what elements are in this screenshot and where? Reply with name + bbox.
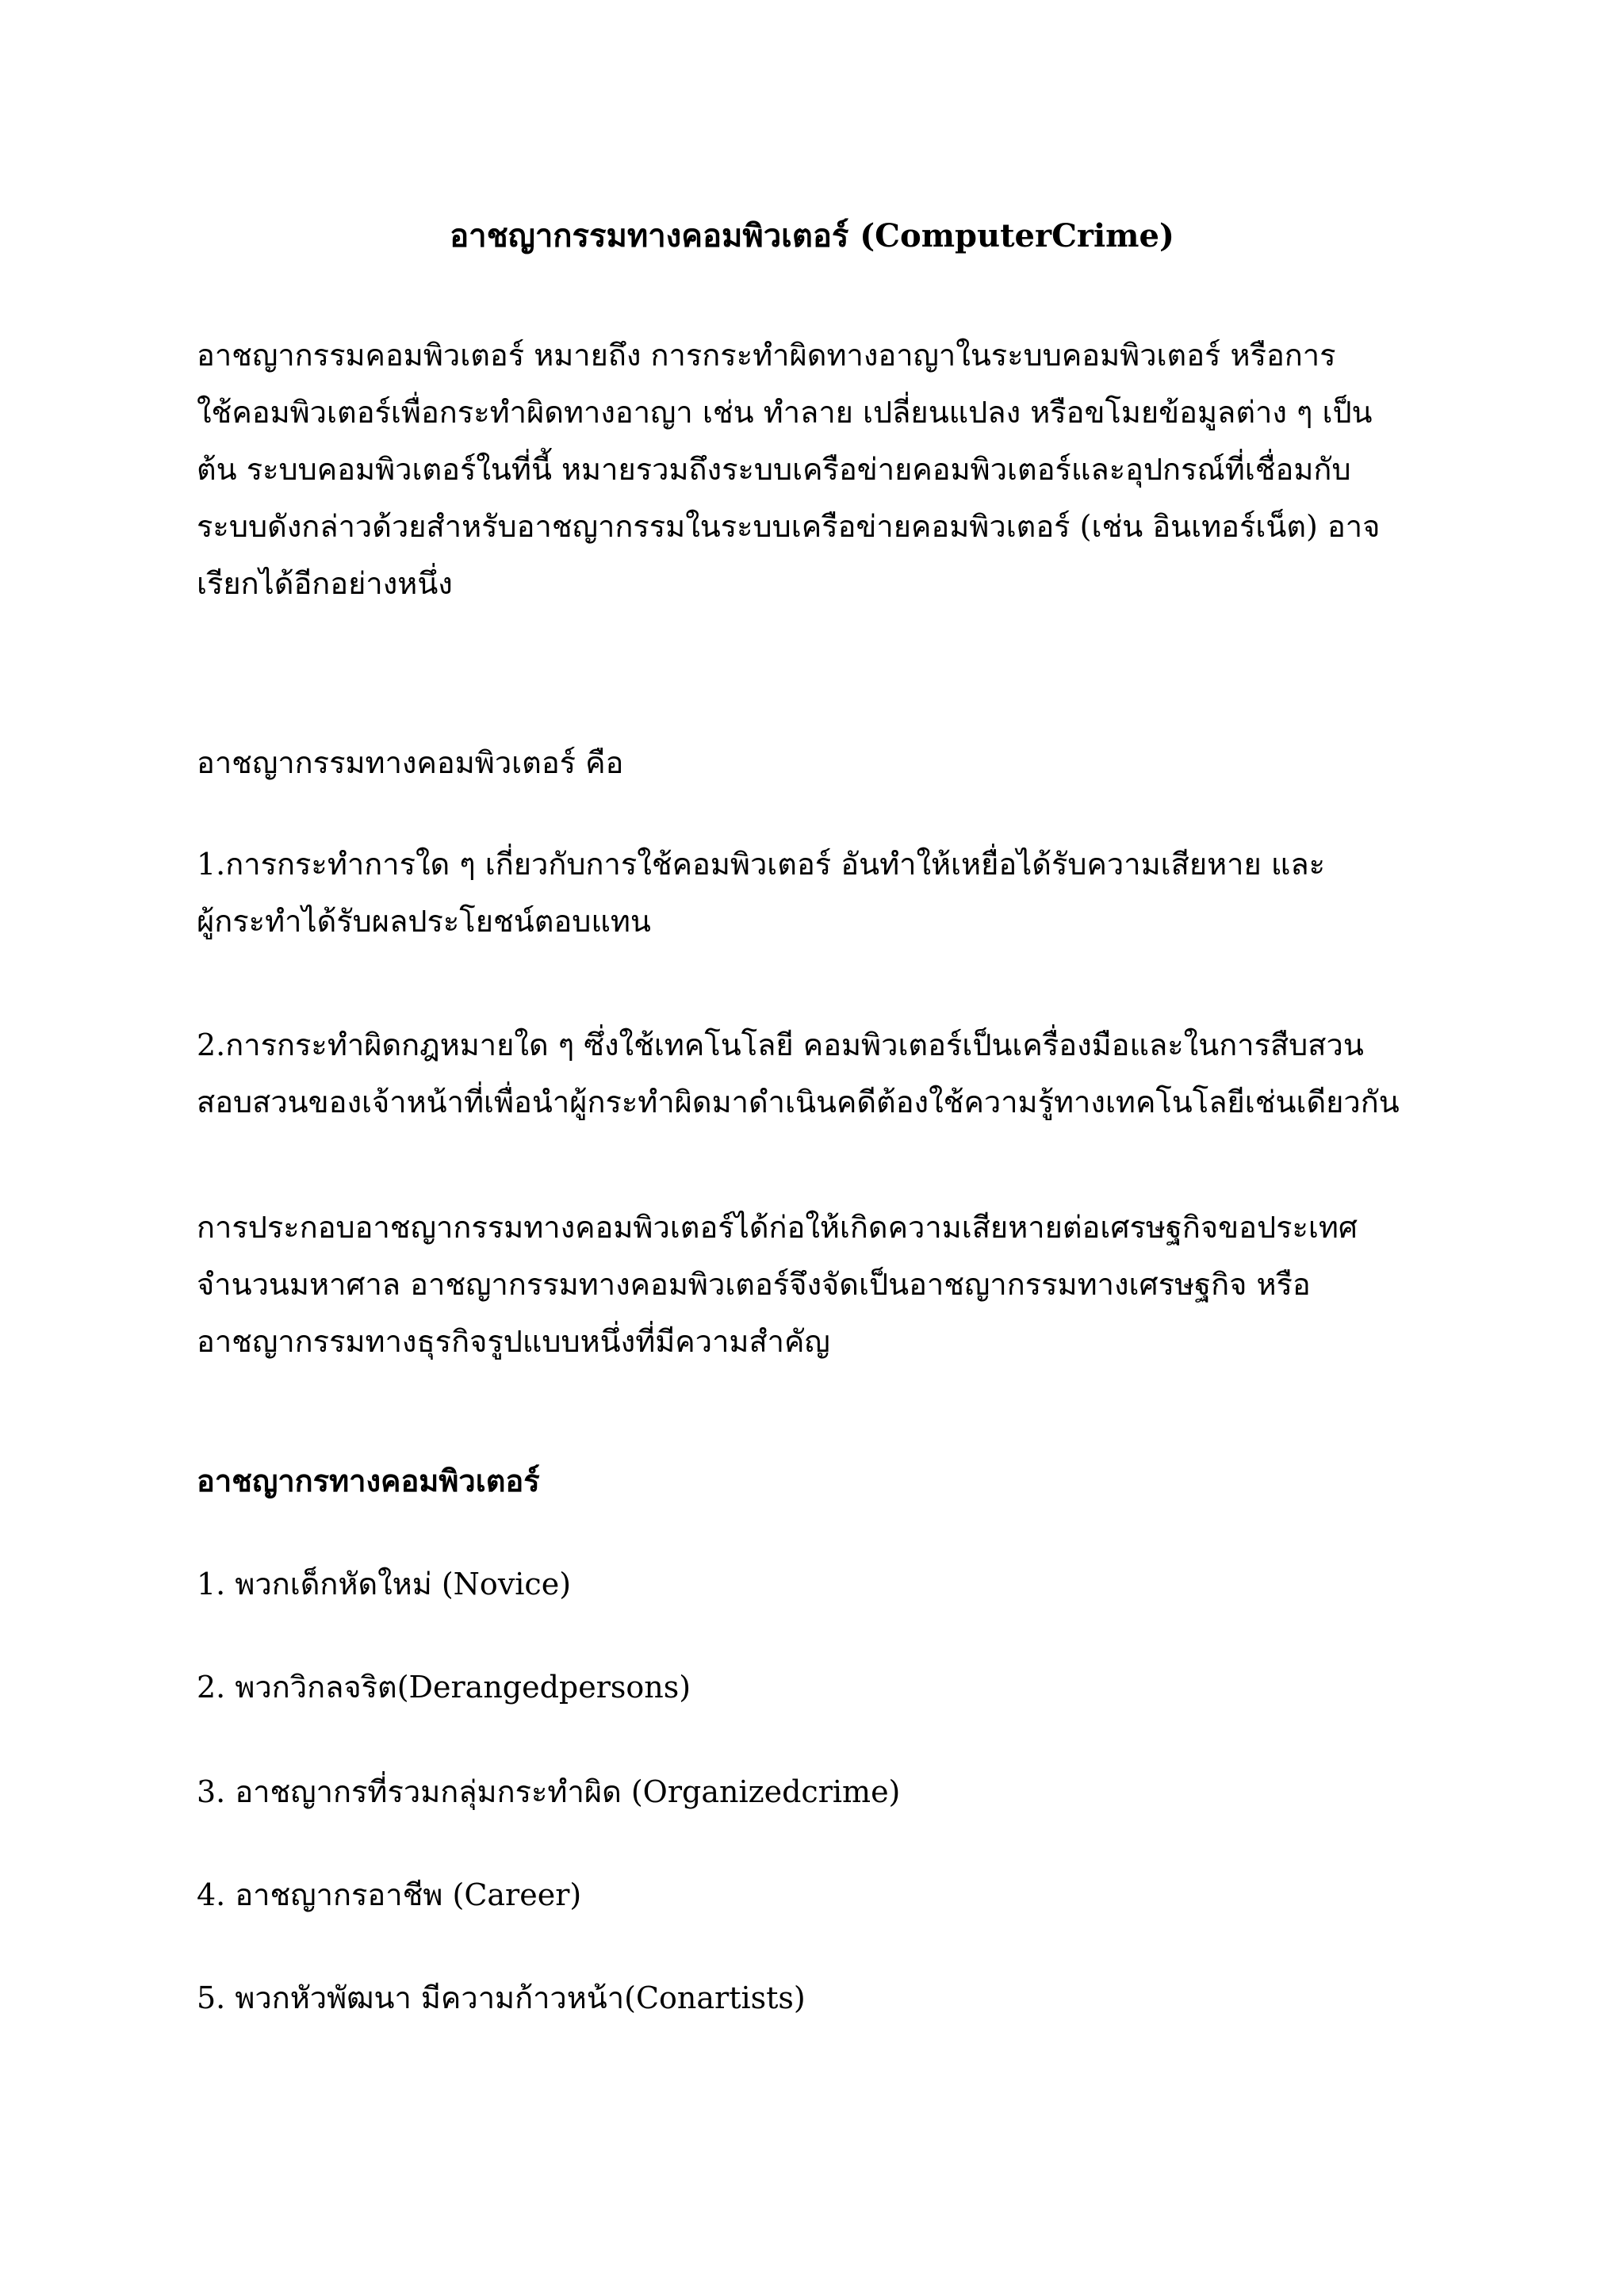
definition-item-1 bbox=[197, 836, 1434, 950]
paragraph-line: จำนวนมหาศาล อาชญากรรมทางคอมพิวเตอร์จึงจัดเป็นอาชญากรรมทางเศรษฐกิจ หรือ bbox=[197, 1267, 1311, 1302]
criminal-type-1: 1. พวกเด็กหัดใหม่ (Novice) bbox=[197, 1567, 572, 1601]
paragraph-line: อาชญากรรมทางธุรกิจรูปแบบหนึ่งที่มีความสำคัญ bbox=[197, 1324, 830, 1359]
paragraph-line: ผู้กระทำได้รับผลประโยชน์ตอบแทน bbox=[197, 904, 651, 939]
criminal-type-2: 2. พวกวิกลจริต(Derangedpersons) bbox=[197, 1670, 691, 1705]
definition-heading: อาชญากรรมทางคอมพิวเตอร์ คือ bbox=[197, 745, 624, 780]
paragraph-line: 1.การกระทำการใด ๆ เกี่ยวกับการใช้คอมพิวเตอร์ อันทำให้เหยื่อได้รับความเสียหาย และ bbox=[197, 847, 1326, 882]
paragraph-line: การประกอบอาชญากรรมทางคอมพิวเตอร์ได้ก่อให้เกิดความเสียหายต่อเศรษฐกิจขอประเทศ bbox=[197, 1210, 1358, 1245]
criminal-type-3: 3. อาชญากรที่รวมกลุ่มกระทำผิด (Organizedcrime) bbox=[197, 1774, 901, 1809]
paragraph-line: อาชญากรรมคอมพิวเตอร์ หมายถึง การกระทำผิดทางอาญาในระบบคอมพิวเตอร์ หรือการ bbox=[197, 338, 1336, 373]
paragraph-line: สอบสวนของเจ้าหน้าที่เพื่อนำผู้กระทำผิดมาดำเนินคดีต้องใช้ความรู้ทางเทคโนโลยีเช่นเดียวกัน bbox=[197, 1085, 1400, 1119]
definition-item-2 bbox=[197, 1016, 1434, 1131]
paragraph-line: ระบบดังกล่าวด้วยสำหรับอาชญากรรมในระบบเครือข่ายคอมพิวเตอร์ (เช่น อินเทอร์เน็ต) อาจ bbox=[197, 509, 1381, 544]
intro-paragraph bbox=[197, 327, 1434, 612]
paragraph-line: ใช้คอมพิวเตอร์เพื่อกระทำผิดทางอาญา เช่น ทำลาย เปลี่ยนแปลง หรือขโมยข้อมูลต่าง ๆ เป็น bbox=[197, 395, 1373, 430]
paragraph-line: เรียกได้อีกอย่างหนึ่ง bbox=[197, 566, 453, 601]
criminal-type-5: 5. พวกหัวพัฒนา มีความก้าวหน้า(Conartists) bbox=[197, 1980, 806, 2015]
paragraph-line: ต้น ระบบคอมพิวเตอร์ในที่นี้ หมายรวมถึงระบบเครือข่ายคอมพิวเตอร์และอุปกรณ์ที่เชื่อมกับ bbox=[197, 452, 1351, 487]
criminal-type-4: 4. อาชญากรอาชีพ (Career) bbox=[197, 1877, 582, 1912]
impact-paragraph bbox=[197, 1199, 1434, 1370]
paragraph-line: 2.การกระทำผิดกฎหมายใด ๆ ซึ่งใช้เทคโนโลยี คอมพิวเตอร์เป็นเครื่องมือและในการสืบสวน bbox=[197, 1027, 1364, 1062]
document-title: อาชญากรรมทางคอมพิวเตอร์ (ComputerCrime) bbox=[450, 217, 1174, 254]
criminals-heading: อาชญากรทางคอมพิวเตอร์ bbox=[197, 1463, 540, 1498]
